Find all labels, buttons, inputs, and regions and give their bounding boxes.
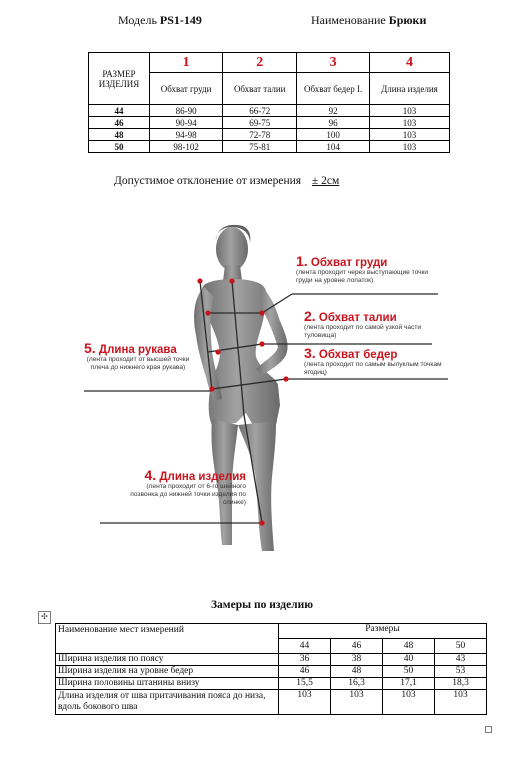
label-sleeve-title: [84, 340, 192, 356]
label-title-text: Обхват талии: [318, 312, 397, 324]
label-title-text: Обхват бедер: [318, 349, 398, 361]
table-cell: 94-98: [150, 129, 223, 141]
table-cell: 90-94: [150, 117, 223, 129]
row-name: Ширина изделия по поясу: [56, 654, 279, 666]
table-cell: 16,3: [331, 678, 383, 690]
move-cross-icon[interactable]: ✣: [38, 611, 51, 624]
table-row: [89, 141, 450, 153]
label-number: 4.: [144, 467, 157, 483]
label-waist: [304, 308, 434, 340]
label-chest: [296, 253, 446, 285]
table-cell: 72-78: [223, 129, 297, 141]
label-title-text: Длина изделия: [159, 471, 246, 483]
measurements-table: [55, 623, 487, 715]
sizes-header: Размеры: [279, 624, 487, 639]
size-cell: 44: [89, 105, 150, 117]
label-length-title: [128, 467, 246, 483]
table-row: [56, 690, 487, 715]
label-number: 5.: [84, 340, 96, 356]
table-cell: 38: [331, 654, 383, 666]
model-value: PS1-149: [159, 13, 202, 27]
column-header: Длина изделия: [369, 73, 449, 105]
model-label: Модель: [118, 13, 157, 27]
table-cell: 96: [297, 117, 370, 129]
name-header-cell: [56, 624, 279, 654]
table-cell: 36: [279, 654, 331, 666]
label-number: 2.: [304, 308, 316, 324]
name-header: Наименование мест измерений: [58, 625, 184, 635]
label-chest-title: [296, 253, 446, 269]
label-desc: (лента проходит по самым выпуклым точкам ягодиц): [304, 361, 442, 376]
table-cell: 103: [279, 690, 331, 715]
table-cell: 66-72: [223, 105, 297, 117]
tolerance-value: ± 2см: [311, 175, 340, 187]
table-row: [89, 117, 450, 129]
label-number: 3.: [304, 345, 316, 361]
size-cell: 46: [89, 117, 150, 129]
table-cell: 53: [435, 666, 487, 678]
table-cell: 75-81: [223, 141, 297, 153]
column-header: Обхват груди: [150, 73, 223, 105]
label-desc: (лента проходит через выступающие точки груди на уровне лопаток): [296, 269, 429, 284]
column-number: 4: [369, 53, 449, 73]
size-header-cell: [89, 53, 150, 105]
column-header: Обхват талии: [223, 73, 297, 105]
model-line: [118, 13, 202, 28]
size-cell: 48: [89, 129, 150, 141]
column-number: 1: [150, 53, 223, 73]
table-cell: 48: [331, 666, 383, 678]
label-title-text: Длина рукава: [98, 344, 177, 356]
name-label: Наименование: [311, 13, 386, 27]
name-line: [311, 13, 426, 28]
size-cell: 50: [89, 141, 150, 153]
resize-square-icon[interactable]: [485, 726, 492, 733]
tolerance-note: [114, 175, 339, 187]
size-header: РАЗМЕР ИЗДЕЛИЯ: [98, 68, 140, 89]
size-header: 50: [435, 639, 487, 654]
table-row: [56, 654, 487, 666]
table-cell: 104: [297, 141, 370, 153]
table-cell: 103: [369, 141, 449, 153]
label-sleeve: [84, 340, 192, 372]
table-cell: 103: [383, 690, 435, 715]
table-cell: 86-90: [150, 105, 223, 117]
size-header: 44: [279, 639, 331, 654]
column-header: Обхват бедер I.: [297, 73, 370, 105]
column-number: 3: [297, 53, 370, 73]
table-cell: 69-75: [223, 117, 297, 129]
table-cell: 43: [435, 654, 487, 666]
table-cell: 103: [369, 117, 449, 129]
table-row: [56, 678, 487, 690]
label-waist-title: [304, 308, 434, 324]
table-row: [89, 129, 450, 141]
table-cell: 40: [383, 654, 435, 666]
column-number: 2: [223, 53, 297, 73]
size-header: 46: [331, 639, 383, 654]
label-length: [128, 467, 246, 507]
table-row: [89, 105, 450, 117]
name-value: Брюки: [388, 13, 427, 27]
label-title-text: Обхват груди: [310, 257, 388, 269]
tolerance-text: Допустимое отклонение от измерения: [114, 175, 302, 187]
table-cell: 103: [331, 690, 383, 715]
size-table: [88, 52, 450, 153]
label-hips: [304, 345, 454, 377]
label-hips-title: [304, 345, 454, 361]
table-cell: 103: [435, 690, 487, 715]
measurement-figure: [0, 205, 524, 575]
row-name: Длина изделия от шва притачивания пояса до низа, вдоль бокового шва: [56, 690, 279, 715]
table-cell: 103: [369, 129, 449, 141]
label-desc: (лента проходит от 6-го шейного позвонка до нижней точки изделия по спинке): [130, 483, 246, 506]
label-desc: (лента проходит от высшей точки плеча до нижнего края рукава): [86, 356, 190, 371]
table-cell: 15,5: [279, 678, 331, 690]
table-cell: 50: [383, 666, 435, 678]
table-cell: 98-102: [150, 141, 223, 153]
table-cell: 17,1: [383, 678, 435, 690]
table-cell: 100: [297, 129, 370, 141]
label-number: 1.: [296, 253, 308, 269]
table-row: [56, 666, 487, 678]
size-header: 48: [383, 639, 435, 654]
row-name: Ширина половины штанины внизу: [56, 678, 279, 690]
measurements-title: Замеры по изделию: [210, 599, 314, 611]
table-cell: 103: [369, 105, 449, 117]
label-desc: (лента проходит по самой узкой части туловища): [304, 324, 422, 339]
table-cell: 46: [279, 666, 331, 678]
row-name: Ширина изделия на уровне бедер: [56, 666, 279, 678]
table-cell: 92: [297, 105, 370, 117]
table-cell: 18,3: [435, 678, 487, 690]
